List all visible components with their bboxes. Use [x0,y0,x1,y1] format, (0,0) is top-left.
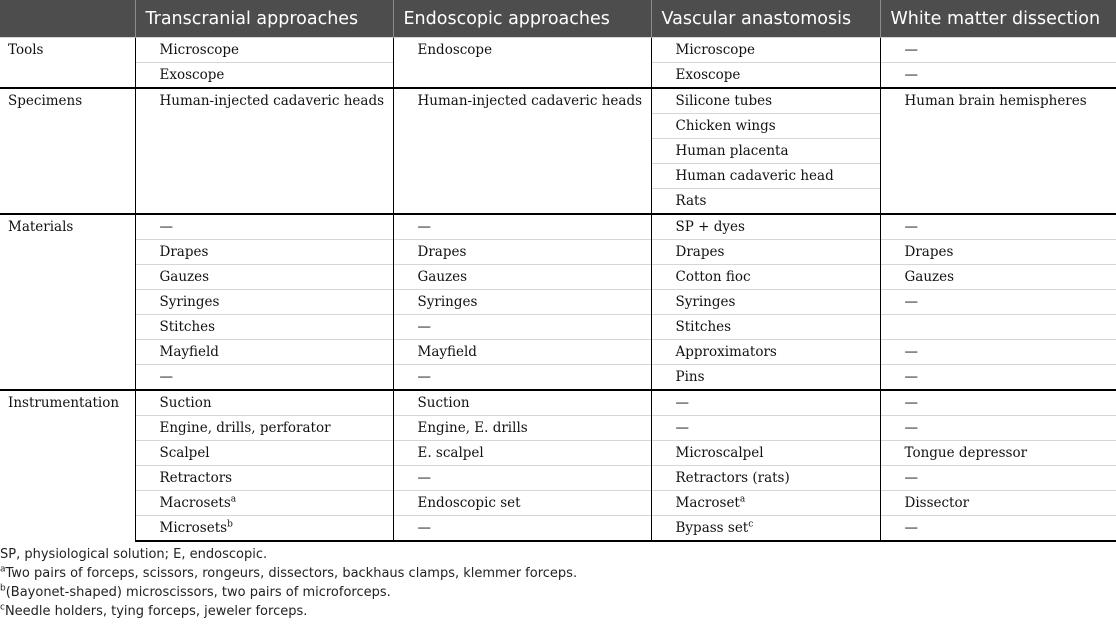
cell-text: Suction [159,395,212,411]
cell-text: Drapes [417,244,467,260]
cell-text: — [417,369,431,385]
cell-transcranial [135,491,393,516]
cell-transcranial [135,516,393,542]
footnote-text: Needle holders, tying forceps, jeweler forceps. [4,604,308,619]
cell-endoscopic [393,390,651,416]
cell-text: Suction [417,395,470,411]
cell-text: Drapes [675,244,725,260]
cell-white-matter [880,38,1116,63]
cell-text: Exoscope [675,67,741,83]
cell-endoscopic [393,365,651,391]
cell-text: — [904,395,918,411]
header-cell-blank [0,0,135,38]
cell-text: Human-injected cadaveric heads [417,93,643,109]
cell-text: — [904,420,918,436]
cell-text: SP + dyes [675,219,745,235]
cell-text: Stitches [159,319,216,335]
table-row [0,214,1116,240]
cell-white-matter [880,315,1116,340]
table-row [0,441,1116,466]
footnote-marker: a [230,494,237,505]
cell-transcranial [135,441,393,466]
footnote-marker: b [227,519,233,530]
cell-transcranial [135,63,393,89]
table-row [0,416,1116,441]
table-body [0,38,1116,542]
cell-transcranial [135,416,393,441]
cell-text: Pins [675,369,705,385]
cell-text: Microsets [159,520,228,536]
cell-transcranial [135,390,393,416]
cell-text: Human cadaveric head [675,168,834,184]
cell-endoscopic [393,38,651,89]
footnote-marker: c [748,519,754,530]
footnote-line [0,602,577,621]
cell-text: Syringes [417,294,478,310]
cell-endoscopic [393,416,651,441]
cell-vascular [651,189,880,215]
header-vascular: Vascular anastomosis [651,0,880,38]
footnote-mark: a [0,564,6,575]
cell-white-matter [880,63,1116,89]
cell-vascular [651,164,880,189]
cell-text: Microscope [675,42,756,58]
cell-text: Gauzes [159,269,210,285]
cell-transcranial [135,466,393,491]
cell-endoscopic [393,214,651,240]
cell-endoscopic [393,315,651,340]
cell-vascular [651,441,880,466]
cell-text: Scalpel [159,445,210,461]
cell-text: Tongue depressor [904,445,1028,461]
cell-text: — [675,420,689,436]
cell-white-matter [880,265,1116,290]
cell-white-matter [880,441,1116,466]
cell-endoscopic [393,466,651,491]
cell-endoscopic [393,491,651,516]
cell-text: Gauzes [417,269,468,285]
cell-text: — [904,294,918,310]
cell-text: Macroset [675,495,740,511]
cell-transcranial [135,88,393,214]
category-cell: Instrumentation [0,390,135,541]
cell-transcranial [135,38,393,63]
cell-endoscopic [393,240,651,265]
cell-white-matter [880,88,1116,214]
cell-endoscopic [393,340,651,365]
table-row [0,516,1116,542]
cell-text: Human-injected cadaveric heads [159,93,385,109]
cell-vascular [651,88,880,114]
cell-white-matter [880,491,1116,516]
footnote-marker: a [739,494,746,505]
cell-text: Mayfield [159,344,219,360]
cell-text: — [904,344,918,360]
cell-text: Drapes [159,244,209,260]
cell-transcranial [135,265,393,290]
cell-text: — [417,219,431,235]
table-row [0,466,1116,491]
footnote-mark: b [0,583,6,594]
cell-endoscopic [393,441,651,466]
cell-text: Approximators [675,344,777,360]
cell-text: — [675,395,689,411]
cell-text: — [904,42,918,58]
cell-white-matter [880,516,1116,542]
cell-text: Retractors (rats) [675,470,790,486]
cell-text: Silicone tubes [675,93,773,109]
footnotes [0,545,577,621]
cell-text: — [904,470,918,486]
cell-text: E. scalpel [417,445,484,461]
cell-text: Stitches [675,319,732,335]
cell-text: Endoscopic set [417,495,521,511]
cell-transcranial [135,315,393,340]
cell-text: Syringes [159,294,220,310]
cell-text: Human placenta [675,143,789,159]
header-endoscopic: Endoscopic approaches [393,0,651,38]
cell-text: — [159,369,173,385]
table-row [0,365,1116,391]
cell-vascular [651,416,880,441]
footnote-text: SP, physiological solution; E, endoscopic. [0,547,268,562]
cell-text: — [417,520,431,536]
table-row [0,390,1116,416]
cell-text: Macrosets [159,495,231,511]
category-cell: Materials [0,214,135,390]
cell-vascular [651,466,880,491]
cell-text: Endoscope [417,42,493,58]
footnote-text: Two pairs of forceps, scissors, rongeurs, dissectors, backhaus clamps, klemmer forceps. [5,566,578,581]
cell-text: Cotton fioc [675,269,751,285]
cell-text: Engine, drills, perforator [159,420,331,436]
cell-transcranial [135,240,393,265]
cell-vascular [651,240,880,265]
cell-vascular [651,214,880,240]
cell-text: — [904,67,918,83]
table-row [0,290,1116,315]
cell-text: Syringes [675,294,736,310]
cell-endoscopic [393,290,651,315]
cell-transcranial [135,214,393,240]
cell-text: Exoscope [159,67,225,83]
cell-text: Human brain hemispheres [904,93,1087,109]
cell-vascular [651,491,880,516]
cell-text: Rats [675,193,707,209]
header-white-matter: White matter dissection [880,0,1116,38]
category-cell: Specimens [0,88,135,214]
cell-text: — [904,369,918,385]
cell-text: — [904,219,918,235]
cell-endoscopic [393,88,651,214]
cell-vascular [651,63,880,89]
cell-vascular [651,265,880,290]
table-row [0,340,1116,365]
footnote-line [0,583,577,602]
cell-vascular [651,390,880,416]
cell-transcranial [135,365,393,391]
table-row [0,240,1116,265]
cell-text: — [417,319,431,335]
cell-white-matter [880,390,1116,416]
cell-text: Engine, E. drills [417,420,528,436]
cell-transcranial [135,290,393,315]
cell-text: Chicken wings [675,118,776,134]
cell-white-matter [880,466,1116,491]
cell-white-matter [880,416,1116,441]
table-row [0,38,1116,63]
table-row [0,88,1116,114]
cell-white-matter [880,240,1116,265]
table-row [0,315,1116,340]
cell-text: Mayfield [417,344,477,360]
header-row [0,0,1116,38]
cell-text: Retractors [159,470,233,486]
cell-white-matter [880,214,1116,240]
table-row [0,265,1116,290]
cell-vascular [651,315,880,340]
cell-text: Drapes [904,244,954,260]
cell-text: Microscalpel [675,445,764,461]
cell-text: Dissector [904,495,970,511]
cell-white-matter [880,290,1116,315]
cell-vascular [651,516,880,542]
cell-white-matter [880,340,1116,365]
cell-vascular [651,139,880,164]
cell-endoscopic [393,265,651,290]
footnote-line [0,545,577,564]
cell-text: Gauzes [904,269,955,285]
cell-text: — [417,470,431,486]
cell-white-matter [880,365,1116,391]
cell-vascular [651,38,880,63]
footnote-mark: c [0,602,5,613]
cell-text: — [904,520,918,536]
category-cell: Tools [0,38,135,89]
cell-vascular [651,365,880,391]
cell-vascular [651,290,880,315]
cell-text: Microscope [159,42,240,58]
cell-text: — [159,219,173,235]
cell-vascular [651,114,880,139]
header-transcranial: Transcranial approaches [135,0,393,38]
cell-text: Bypass set [675,520,749,536]
footnote-line [0,564,577,583]
cell-endoscopic [393,516,651,542]
cell-vascular [651,340,880,365]
table-row [0,491,1116,516]
footnote-text: (Bayonet-shaped) microscissors, two pairs of microforceps. [5,585,391,600]
cell-transcranial [135,340,393,365]
